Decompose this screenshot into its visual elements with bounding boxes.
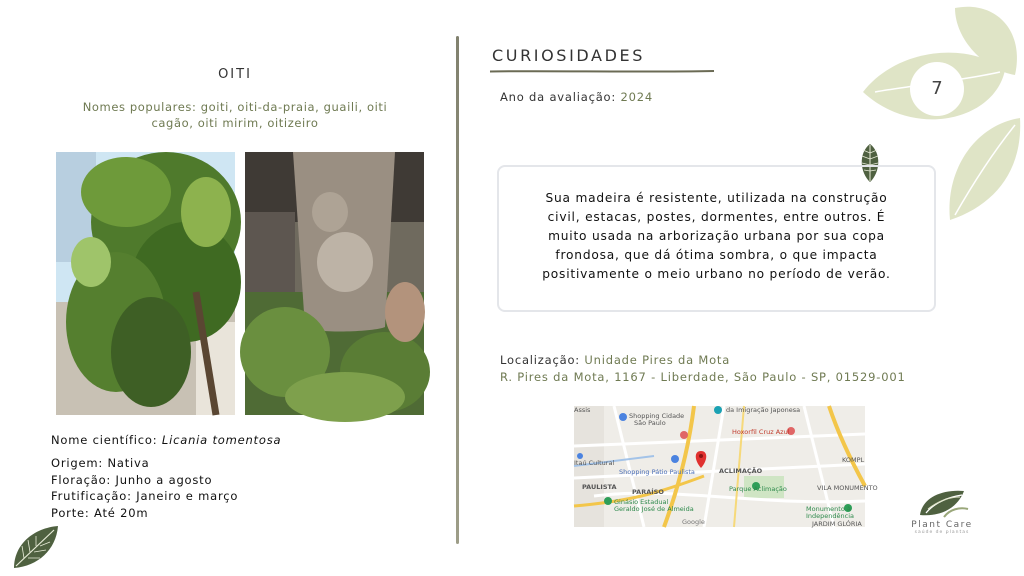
map-label: Shopping Cidade: [629, 412, 685, 420]
map-label: São Paulo: [634, 419, 666, 427]
brand-tagline: saúde de plantas: [914, 530, 970, 535]
fact-origin: Origem: Nativa: [51, 456, 150, 470]
scientific-name-label: Nome científico:: [51, 433, 162, 447]
curiosity-text-line: frondosa, que dá ótima sombra, o que impacta: [555, 248, 878, 262]
brand-name: Plant Care: [911, 520, 973, 530]
curiosity-text-line: positivamente o meio urbano no período de verão.: [542, 267, 891, 281]
map-label: VILA MONUMENTO: [817, 484, 878, 492]
popular-names-line: cagão, oiti mirim, oitizeiro: [151, 116, 319, 130]
map-label: JARDIM GLÓRIA: [812, 520, 862, 528]
evaluation-year-label: Ano da avaliação:: [500, 90, 621, 104]
tree-trunk-photo: [245, 152, 424, 415]
plant-care-logo-icon: [914, 487, 970, 519]
map-label: Shopping Pátio Paulista: [619, 468, 695, 476]
location-address: R. Pires da Mota, 1167 - Liberdade, São Paulo - SP, 01529-001: [500, 370, 906, 384]
location-map[interactable]: [574, 406, 878, 528]
scientific-name: [51, 433, 281, 447]
fact-size: Porte: Até 20m: [51, 505, 149, 520]
popular-names-line: Nomes populares: goiti, oiti-da-praia, guaili, oiti: [82, 100, 388, 114]
map-label: Assis: [574, 406, 591, 414]
page-number: 7: [910, 62, 964, 116]
map-label: Independência: [806, 512, 855, 520]
map-label: KOMPL: [842, 456, 865, 464]
map-label: Monumento à: [806, 505, 851, 513]
location-name: Unidade Pires da Mota: [584, 353, 731, 367]
map-label: Parque Aclimação: [729, 485, 787, 493]
species-title: OITI: [218, 67, 252, 82]
brand-logo: [898, 487, 986, 535]
curiosity-text-line: Sua madeira é resistente, utilizada na construção: [545, 191, 888, 205]
evaluation-year: [500, 90, 653, 104]
curiosity-card: [497, 165, 936, 312]
map-label: da Imigração Japonesa: [726, 406, 801, 414]
species-facts: [51, 455, 238, 521]
map-label: Ginásio Estadual: [614, 498, 669, 506]
map-label: ACLIMAÇÃO: [719, 467, 763, 475]
curiosity-text-line: civil, estacas, postes, dormentes, entre outros. É: [547, 210, 886, 224]
title-underline: [490, 70, 714, 73]
curiosities-title: CURIOSIDADES: [492, 46, 645, 65]
location-block: [500, 352, 906, 386]
fact-flowering: Floração: Junho a agosto: [51, 472, 213, 487]
fact-fruiting: Frutificação: Janeiro e março: [51, 489, 239, 503]
popular-names: [60, 99, 410, 131]
tree-canopy-photo: [56, 152, 235, 415]
evaluation-year-value: 2024: [620, 90, 653, 104]
vertical-divider: [456, 36, 459, 544]
map-label: PAULISTA: [582, 483, 617, 491]
map-label: PARAÍSO: [632, 488, 664, 496]
location-label: Localização:: [500, 353, 585, 367]
map-label: Itaú Cultural: [574, 459, 615, 467]
map-label: Geraldo José de Almeida: [614, 505, 694, 513]
map-label: Google: [682, 518, 705, 526]
map-label: Hoxorfil Cruz Azul: [732, 428, 790, 436]
scientific-name-value: Licania tomentosa: [161, 433, 282, 447]
leaf-icon-bottom-left: [10, 522, 62, 572]
curiosity-text-line: muito usada na arborização urbana por sua copa: [548, 229, 885, 243]
